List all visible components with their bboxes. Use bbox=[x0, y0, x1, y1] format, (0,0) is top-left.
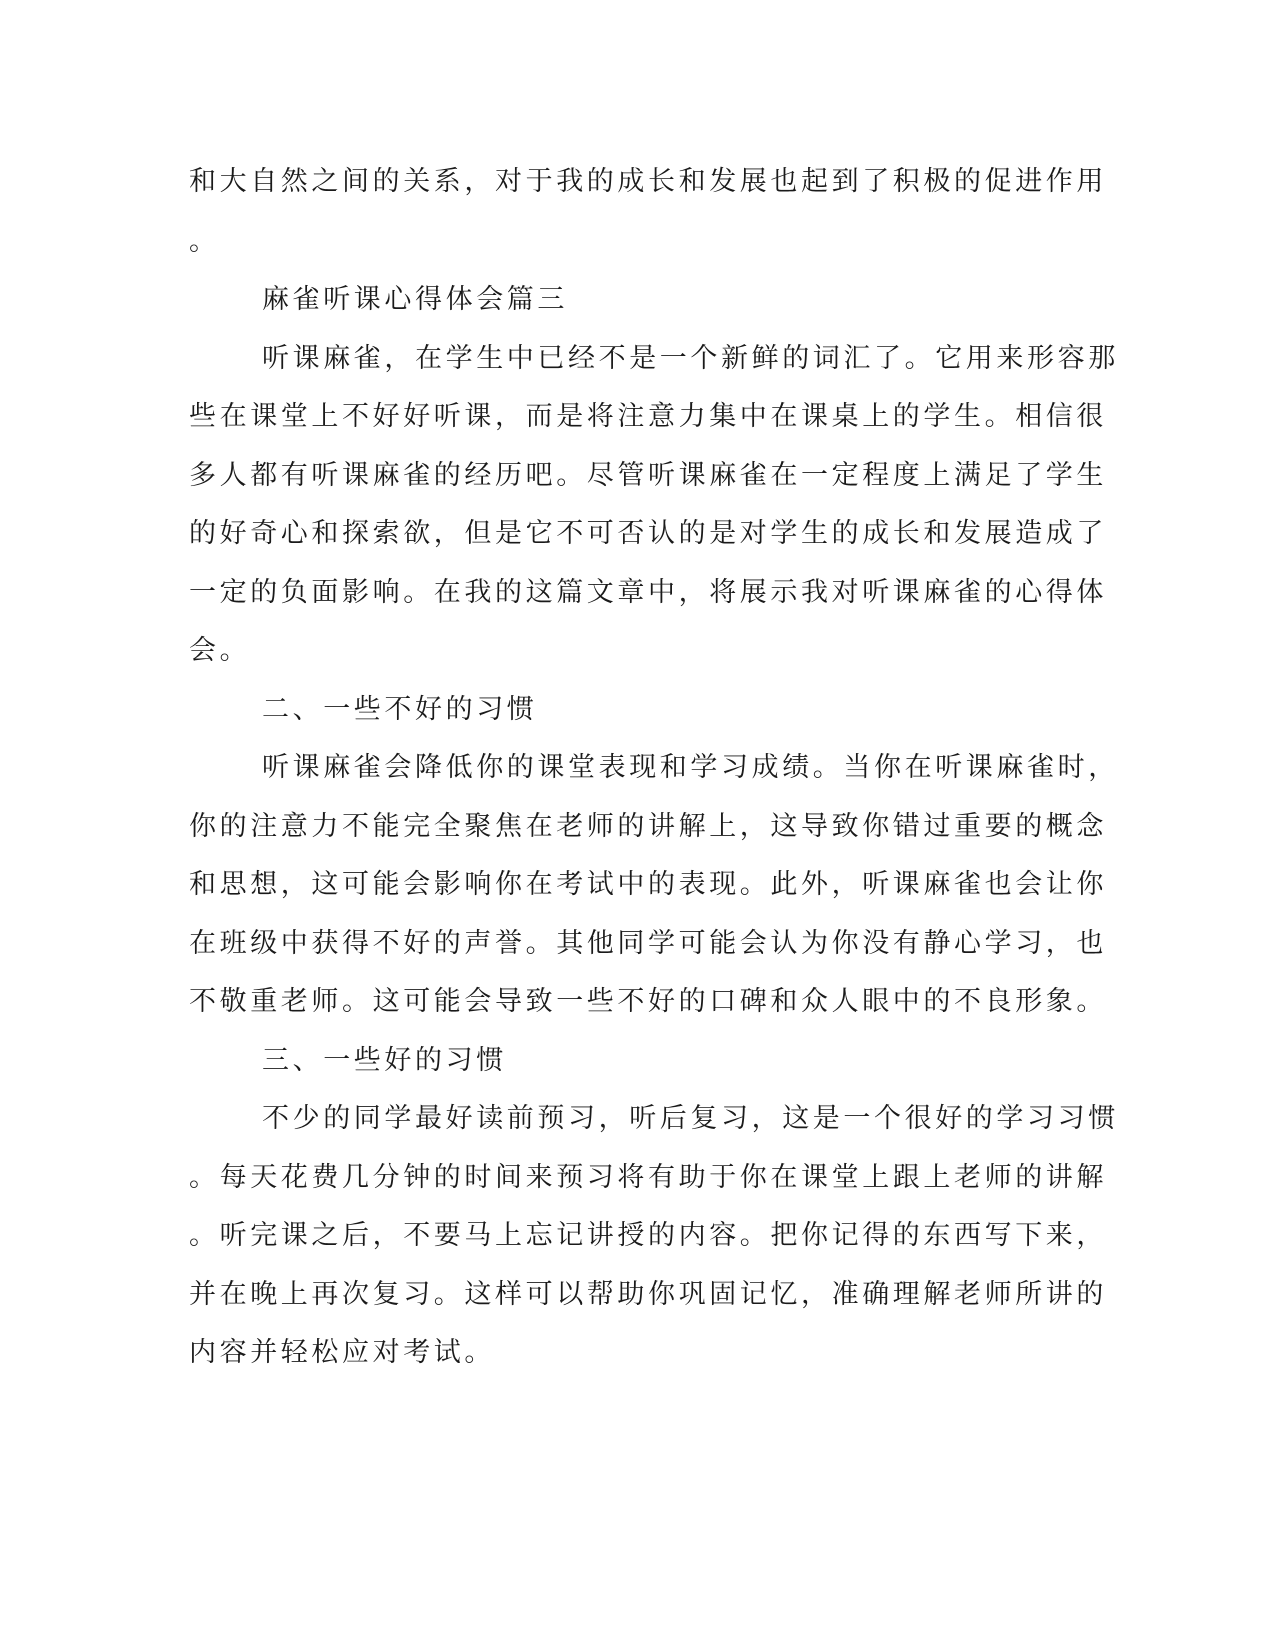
text-line: 内容并轻松应对考试。 bbox=[189, 1337, 495, 1368]
text-line: 和大自然之间的关系，对于我的成长和发展也起到了积极的促进作用 bbox=[189, 166, 1107, 197]
section-heading: 三、一些好的习惯 bbox=[262, 1045, 507, 1076]
text-line: 你的注意力不能完全聚焦在老师的讲解上，这导致你错过重要的概念 bbox=[189, 811, 1107, 842]
text-line: 一定的负面影响。在我的这篇文章中，将展示我对听课麻雀的心得体 bbox=[189, 577, 1107, 608]
text-line: 多人都有听课麻雀的经历吧。尽管听课麻雀在一定程度上满足了学生 bbox=[189, 460, 1107, 491]
text-line: 不少的同学最好读前预习，听后复习，这是一个很好的学习习惯 bbox=[262, 1103, 1119, 1134]
section-heading: 麻雀听课心得体会篇三 bbox=[262, 284, 568, 315]
text-line: 的好奇心和探索欲，但是它不可否认的是对学生的成长和发展造成了 bbox=[189, 518, 1107, 549]
text-line: 听课麻雀，在学生中已经不是一个新鲜的词汇了。它用来形容那 bbox=[262, 343, 1119, 374]
text-line: 会。 bbox=[189, 635, 251, 666]
text-line: 和思想，这可能会影响你在考试中的表现。此外，听课麻雀也会让你 bbox=[189, 869, 1107, 900]
text-line: 。每天花费几分钟的时间来预习将有助于你在课堂上跟上老师的讲解 bbox=[189, 1162, 1107, 1193]
text-line: 不敬重老师。这可能会导致一些不好的口碑和众人眼中的不良形象。 bbox=[189, 986, 1107, 1017]
text-line: 。听完课之后，不要马上忘记讲授的内容。把你记得的东西写下来， bbox=[189, 1220, 1107, 1251]
text-line: 些在课堂上不好好听课，而是将注意力集中在课桌上的学生。相信很 bbox=[189, 401, 1107, 432]
text-line: 听课麻雀会降低你的课堂表现和学习成绩。当你在听课麻雀时， bbox=[262, 752, 1119, 783]
text-line: 在班级中获得不好的声誉。其他同学可能会认为你没有静心学习，也 bbox=[189, 928, 1107, 959]
section-heading: 二、一些不好的习惯 bbox=[262, 694, 538, 725]
text-line: 并在晚上再次复习。这样可以帮助你巩固记忆，准确理解老师所讲的 bbox=[189, 1279, 1107, 1310]
text-line: 。 bbox=[189, 226, 220, 257]
